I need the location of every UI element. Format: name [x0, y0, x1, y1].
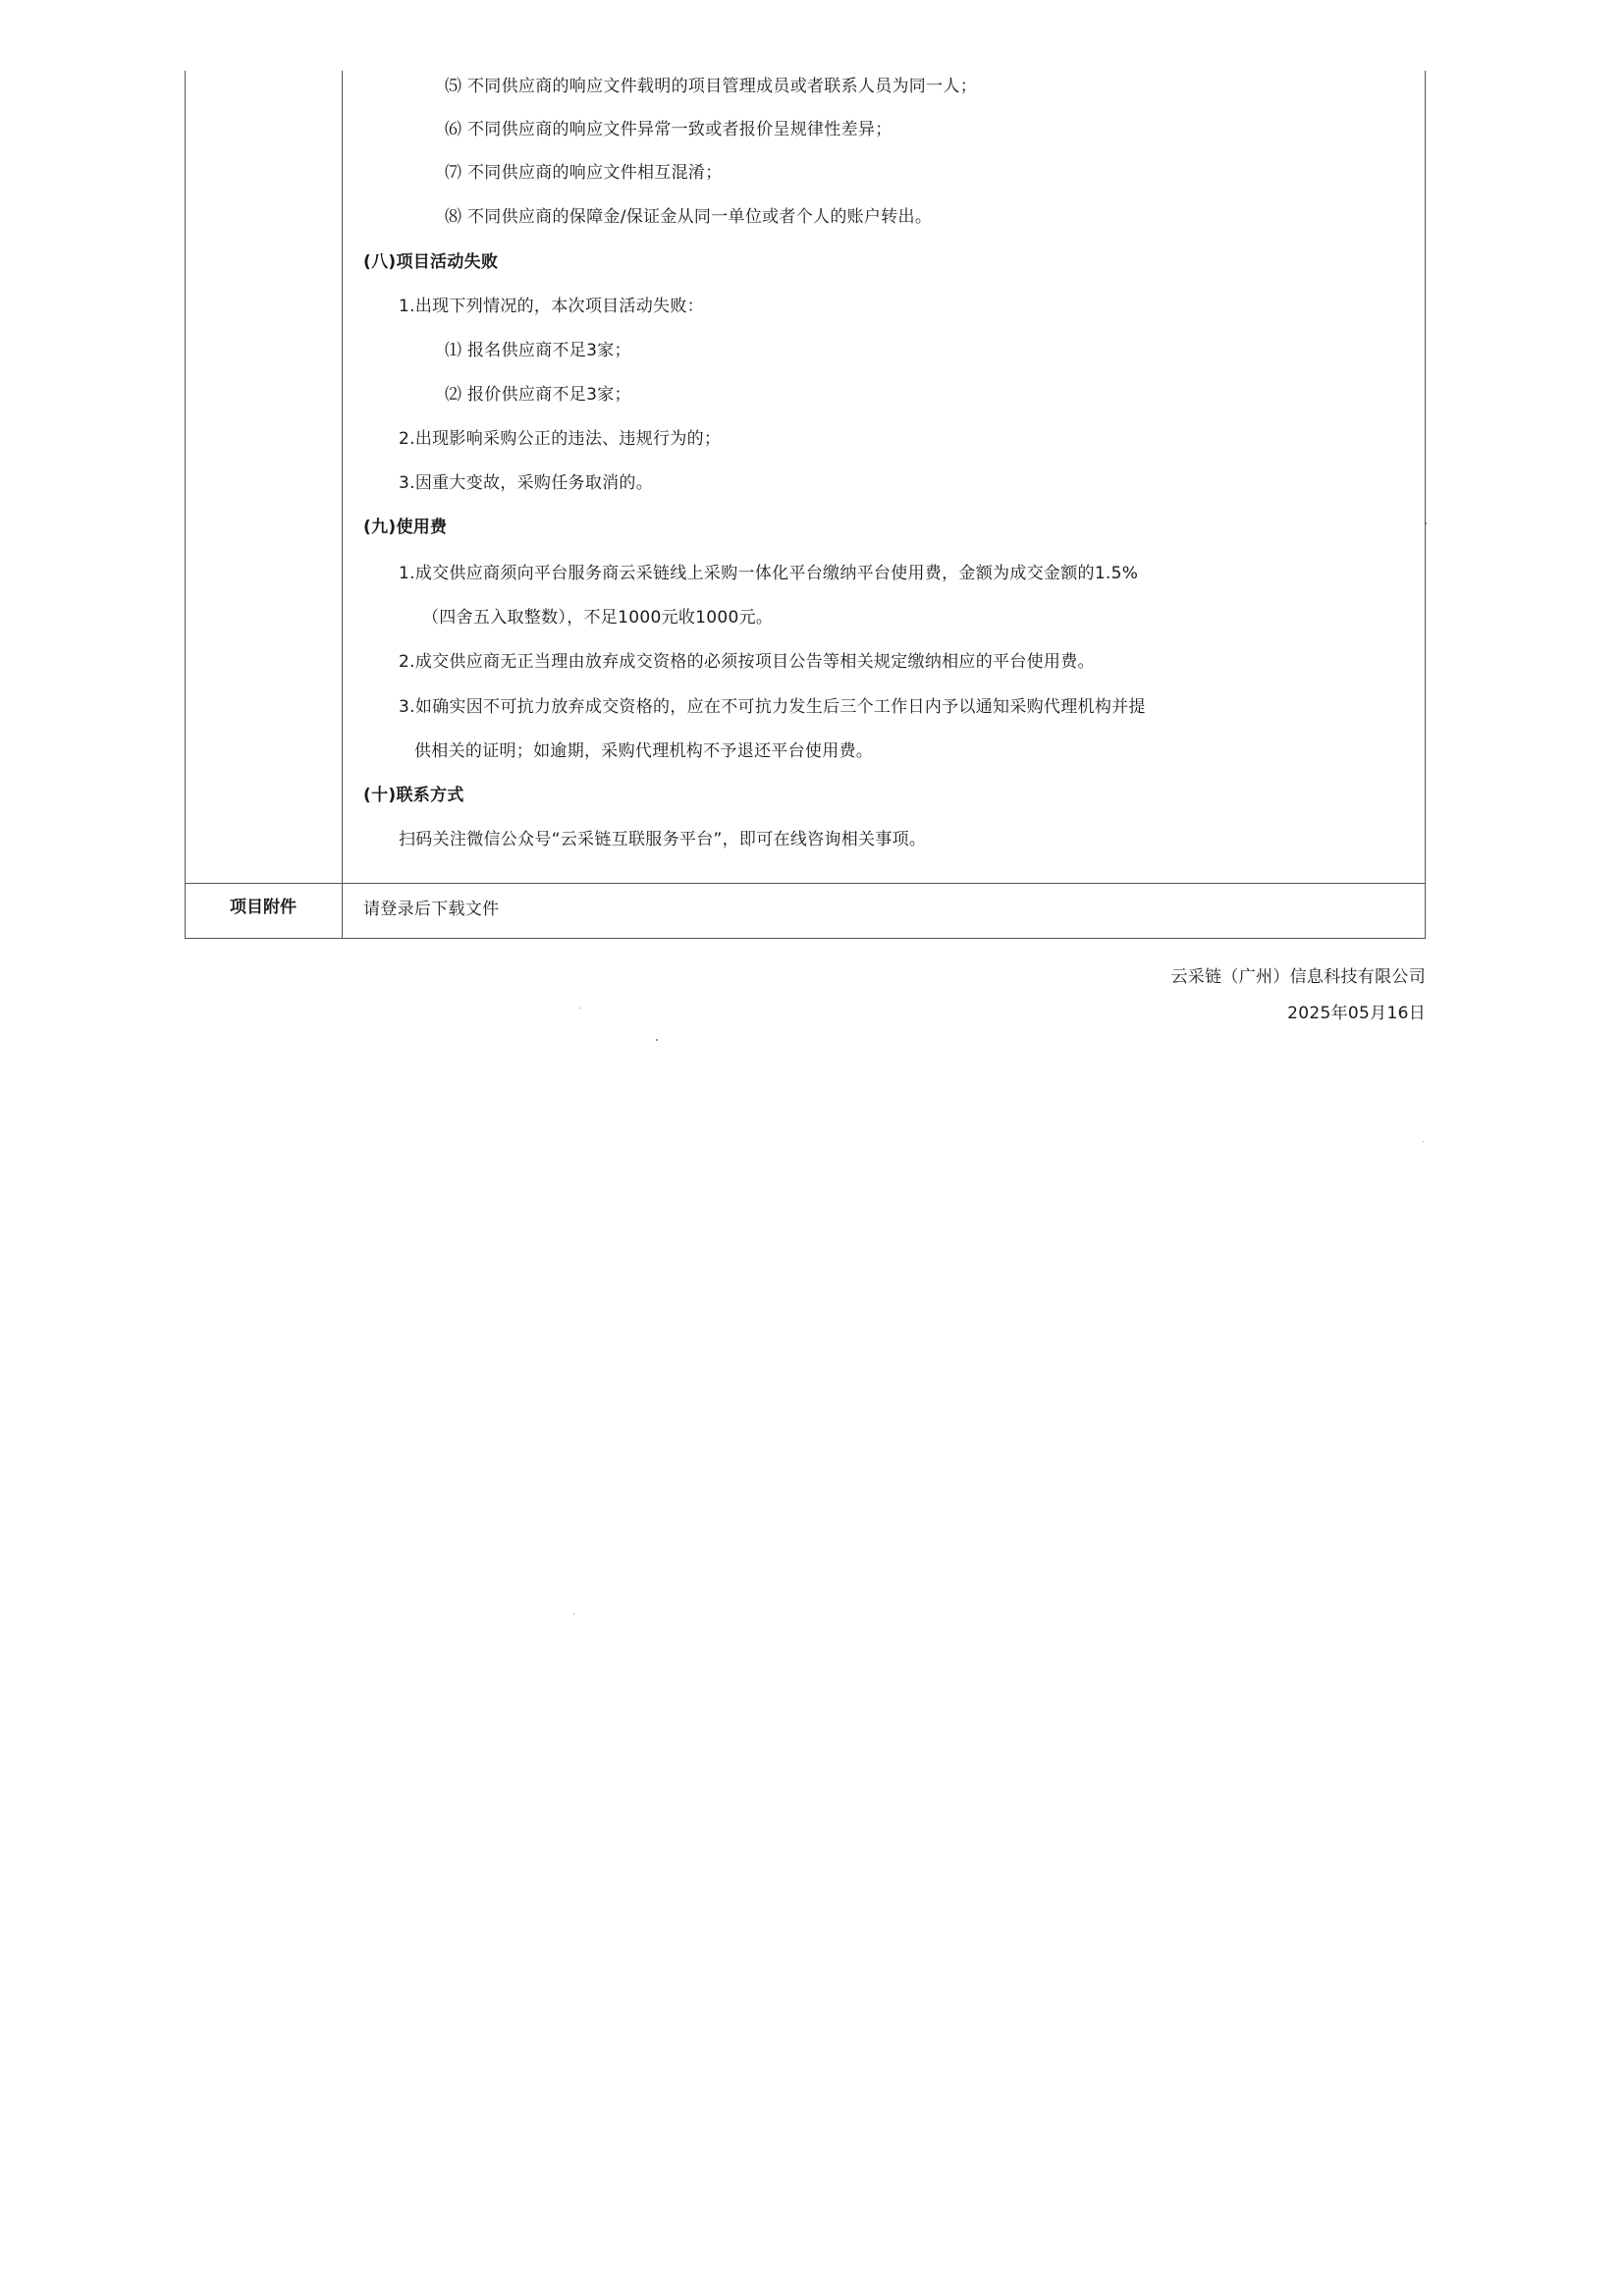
section-9-item-3-line-1: 3.如确实因不可抗力放弃成交资格的，应在不可抗力发生后三个工作日内予以通知采购代理机构并提	[399, 697, 1146, 717]
section-8-intro: 1.出现下列情况的，本次项目活动失败：	[399, 297, 704, 316]
section-10-text: 扫码关注微信公众号“云采链互联服务平台”，即可在线咨询相关事项。	[399, 830, 927, 849]
scan-speck	[579, 1008, 580, 1009]
announcement-table	[185, 71, 1426, 939]
column-divider	[342, 71, 343, 938]
rule-item-6: ⑹ 不同供应商的响应文件异常一致或者报价呈规律性差异；	[445, 120, 893, 139]
rule-item-8: ⑻ 不同供应商的保障金/保证金从同一单位或者个人的账户转出。	[445, 207, 933, 227]
section-8-sub-2: ⑵ 报价供应商不足3家；	[445, 385, 631, 405]
section-10-title: (十)联系方式	[363, 786, 464, 805]
attachment-download-link[interactable]: 请登录后下载文件	[363, 900, 500, 919]
section-9-item-1-line-1: 1.成交供应商须向平台服务商云采链线上采购一体化平台缴纳平台使用费，金额为成交金额的1.5%	[399, 564, 1139, 583]
section-9-item-2: 2.成交供应商无正当理由放弃成交资格的必须按项目公告等相关规定缴纳相应的平台使用费。	[399, 652, 1095, 672]
section-9-item-1-line-2: （四舍五入取整数），不足1000元收1000元。	[422, 608, 774, 628]
scan-speck	[573, 1613, 574, 1614]
attachment-label: 项目附件	[230, 898, 297, 917]
section-8-title: (八)项目活动失败	[363, 252, 499, 272]
issue-date: 2025年05月16日	[1287, 1004, 1426, 1023]
issuer-company: 云采链（广州）信息科技有限公司	[1170, 967, 1426, 987]
section-9-item-3-line-2: 供相关的证明；如逾期，采购代理机构不予退还平台使用费。	[414, 741, 874, 761]
section-9-title: (九)使用费	[363, 518, 448, 537]
rule-item-5: ⑸ 不同供应商的响应文件载明的项目管理成员或者联系人员为同一人；	[445, 77, 978, 96]
section-8-item-3: 3.因重大变故，采购任务取消的。	[399, 473, 654, 493]
section-8-sub-1: ⑴ 报名供应商不足3家；	[445, 341, 631, 360]
rule-item-7: ⑺ 不同供应商的响应文件相互混淆；	[445, 163, 723, 183]
scan-speck	[1423, 1141, 1424, 1142]
scan-speck	[656, 1039, 658, 1041]
section-8-item-2: 2.出现影响采购公正的违法、违规行为的；	[399, 429, 722, 449]
scan-speck	[1426, 522, 1427, 524]
row-divider	[186, 883, 1425, 884]
